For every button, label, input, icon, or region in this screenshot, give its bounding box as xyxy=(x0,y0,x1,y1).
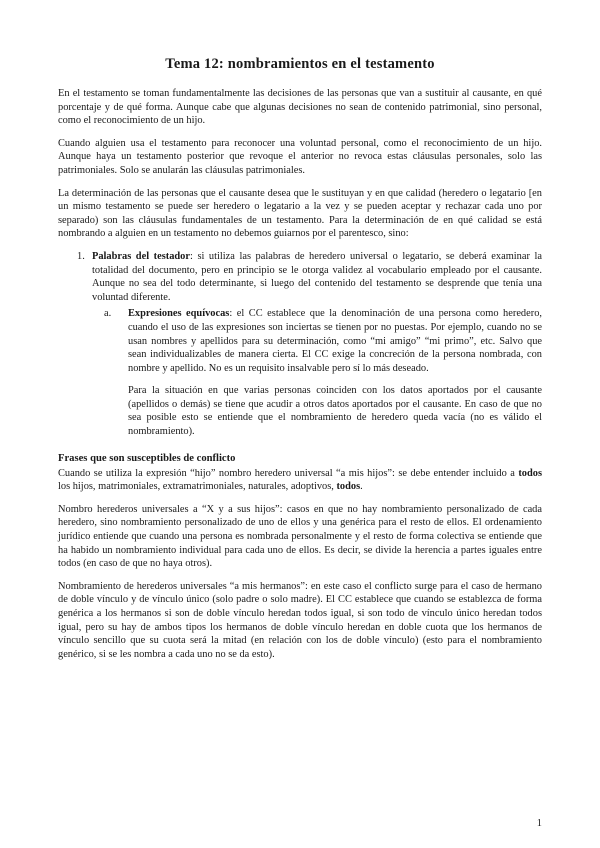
page-title: Tema 12: nombramientos en el testamento xyxy=(165,56,435,72)
paragraph-hijos xyxy=(58,467,542,494)
paragraph-hijos-a: Cuando se utiliza la expresión “hijo” nombro heredero universal “a mis hijos”: se debe entender incluido a xyxy=(58,467,519,479)
page-number: 1 xyxy=(536,818,542,829)
list-item-1-heading: Palabras del testador xyxy=(92,250,190,262)
bold-todos-2: todos xyxy=(336,481,361,493)
list-item-1-body: : si utiliza las palabras de heredero universal o legatario, se deberá examinar la totalidad del documento, pero en principio se le otorga validez al vocabulario empleado por el causante. Aunque no sea del todo determinante, si luego del contenido del testamento se desprende que tenía una voluntad diferente. xyxy=(92,250,542,303)
paragraph-hijos-d: . xyxy=(360,481,363,493)
sub-item-a-text-2: Para la situación en que varias personas coinciden con los datos aportados por el causante (apellidos o demás) se tiene que acudir a otros datos aportados por el causante. En caso de que no sea posible esto se entiende que el nombramiento de heredero queda vacía (no es válido el nombramiento). xyxy=(128,385,542,438)
document-page xyxy=(58,56,542,670)
sub-item-a-heading: Expresiones equívocas xyxy=(128,308,230,320)
bold-todos-1: todos xyxy=(518,467,542,479)
paragraph-personal-clauses: Cuando alguien usa el testamento para reconocer una voluntad personal, como el reconocimiento de un hijo. Aunque haya un testamento posterior que revoque el anterior no revoca estas cláusulas personales, solo las patrimoniales. Solo se anularán las cláusulas patrimoniales. xyxy=(58,137,542,176)
paragraph-intro: En el testamento se toman fundamentalmente las decisiones de las personas que van a sustituir al causante, en qué porcentaje y de qué forma. Aunque cabe que algunas decisiones no sean de contenido patrimonial, sino personal, como el reconocimiento de un hijo. xyxy=(58,88,542,127)
list-number: 1. xyxy=(77,250,85,262)
paragraph-hermanos: Nombramiento de herederos universales “a mis hermanos”: en este caso el conflicto surge para el caso de hermano de doble vínculo y de vínculo único (solo padre o solo madre). El CC establece que cuando se establezca de forma genérica a los hermanos si son de doble vínculo heredan todos igual, si son todo de vínculo único heredan todos igual, pero su hay de ambos tipos los hermanos de doble vínculo heredan en doble cuota que los hermanos de vínculo sencillo que su cuota será la mitad (en relación con los de doble vínculo) (esto para el nombramiento genérico, si se les nombra a cada uno no se da esto). xyxy=(58,580,542,660)
numbered-list xyxy=(58,250,542,439)
sub-item-a xyxy=(104,307,542,438)
list-item-1 xyxy=(58,250,542,439)
section-heading: Frases que son susceptibles de conflicto xyxy=(58,452,236,464)
list-item-1-text xyxy=(92,250,542,304)
sub-item-a-text xyxy=(128,307,542,375)
paragraph-x-y-hijos: Nombro herederos universales a “X y a sus hijos”: casos en que no hay nombramiento personalizado de cada heredero, sino nombramiento personalizado de uno de ellos y una genérica para el resto de ellos. El ordenamiento jurídico entiende que cuando una persona es nombrada personalmente y el resto de forma colectiva se entiende que ha habido un nombramiento individual para cada uno de ellos. Es decir, se divide la herencia a partes iguales entre todos (en caso de que no haya otros). xyxy=(58,503,542,570)
sub-letter: a. xyxy=(104,308,112,320)
paragraph-determination: La determinación de las personas que el causante desea que le sustituyan y en que calidad (heredero o legatario [en un mismo testamento se puede ser heredero o legatario a la vez y se pueden aceptar y rechazar cada uno por separado) son las cláusulas fundamentales de un testamento. Para la determinación de en qué calidad se está nombrando a alguien en un testamento no debemos guiarnos por el parentesco, sino: xyxy=(58,187,542,240)
sub-item-a-body: : el CC establece que la denominación de una persona como heredero, cuando el uso de las expresiones son inciertas se tienen por no puestas. Por ejemplo, cuando no se usan nombres y apellidos para su determinación, como “mi amigo” “mi primo”, etc. Salvo que sean individualizables de manera cierta. El CC exige la concreción de la persona nombrada, con nombre y apellido. No es un requisito insalvable pero sí lo más deseado. xyxy=(128,308,542,374)
paragraph-hijos-c: los hijos, matrimoniales, extramatrimoniales, naturales, adoptivos, xyxy=(58,481,337,493)
